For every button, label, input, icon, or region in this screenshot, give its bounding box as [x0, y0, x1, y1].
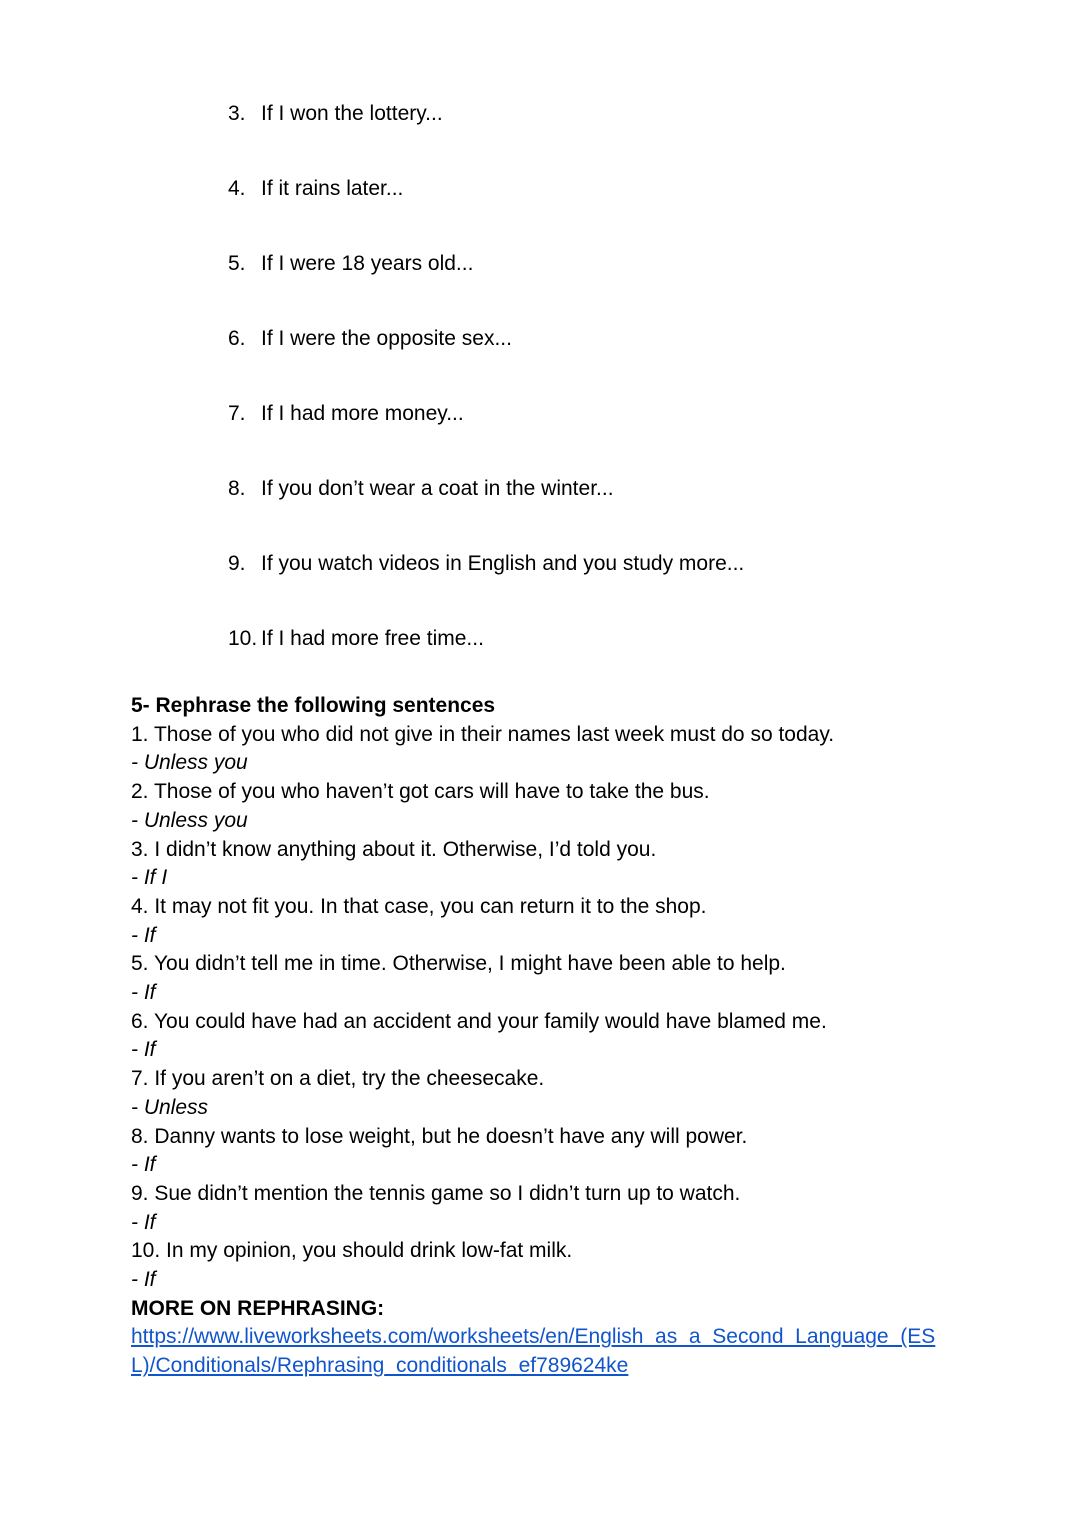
- list-item: [228, 101, 744, 176]
- item-number: 10.: [228, 627, 258, 650]
- exercise-hint: - If: [131, 1268, 156, 1292]
- worksheet-link[interactable]: https://www.liveworksheets.com/worksheets/en/English_as_a_Second_Language_(ESL)/Conditionals/Rephrasing_conditionals_ef789624ke: [131, 1325, 936, 1378]
- list-item: [228, 476, 744, 551]
- list-item: [228, 176, 744, 251]
- rephrase-section: [131, 692, 1011, 1381]
- exercise-sentence: 3. I didn’t know anything about it. Otherwise, I’d told you.: [131, 837, 657, 861]
- exercise-sentence: 6. You could have had an accident and your family would have blamed me.: [131, 1009, 827, 1033]
- exercise-hint: - If: [131, 1038, 156, 1062]
- exercise-sentence: 2. Those of you who haven’t got cars will have to take the bus.: [131, 780, 710, 804]
- item-text: If I won the lottery...: [261, 102, 443, 125]
- exercise-hint: - If: [131, 981, 156, 1005]
- item-number: 3.: [228, 102, 246, 125]
- exercise-sentence: 4. It may not fit you. In that case, you can return it to the shop.: [131, 894, 707, 918]
- exercise-hint: - If: [131, 1210, 156, 1234]
- exercise-hint: - If: [131, 923, 156, 947]
- item-text: If I were 18 years old...: [261, 252, 474, 275]
- item-number: 4.: [228, 177, 246, 200]
- item-number: 6.: [228, 327, 246, 350]
- item-text: If you don’t wear a coat in the winter...: [261, 477, 614, 500]
- more-rephrasing-label: MORE ON REPHRASING:: [131, 1296, 385, 1320]
- item-text: If it rains later...: [261, 177, 404, 200]
- section-heading: 5- Rephrase the following sentences: [131, 694, 496, 717]
- exercise-hint: - Unless you: [131, 751, 248, 775]
- exercise-hint: - If I: [131, 866, 168, 890]
- prompt-list: [228, 101, 744, 701]
- exercise-sentence: 9. Sue didn’t mention the tennis game so I didn’t turn up to watch.: [131, 1181, 741, 1205]
- list-item: [228, 251, 744, 326]
- list-item: [228, 551, 744, 626]
- exercise-sentence: 1. Those of you who did not give in their names last week must do so today.: [131, 722, 835, 746]
- exercise-hint: - Unless: [131, 1095, 209, 1119]
- item-number: 8.: [228, 477, 246, 500]
- item-text: If I had more free time...: [261, 627, 484, 650]
- exercise-sentence: 10. In my opinion, you should drink low-fat milk.: [131, 1239, 573, 1263]
- exercise-sentence: 8. Danny wants to lose weight, but he doesn’t have any will power.: [131, 1124, 748, 1148]
- exercise-hint: - Unless you: [131, 808, 248, 832]
- item-number: 9.: [228, 552, 246, 575]
- exercise-sentence: 7. If you aren’t on a diet, try the cheesecake.: [131, 1067, 545, 1091]
- exercise-hint: - If: [131, 1153, 156, 1177]
- exercise-sentence: 5. You didn’t tell me in time. Otherwise, I might have been able to help.: [131, 952, 786, 976]
- item-text: If I had more money...: [261, 402, 464, 425]
- item-text: If I were the opposite sex...: [261, 327, 512, 350]
- item-text: If you watch videos in English and you study more...: [261, 552, 745, 575]
- item-number: 7.: [228, 402, 246, 425]
- list-item: [228, 626, 744, 701]
- list-item: [228, 326, 744, 401]
- item-number: 5.: [228, 252, 246, 275]
- list-item: [228, 401, 744, 476]
